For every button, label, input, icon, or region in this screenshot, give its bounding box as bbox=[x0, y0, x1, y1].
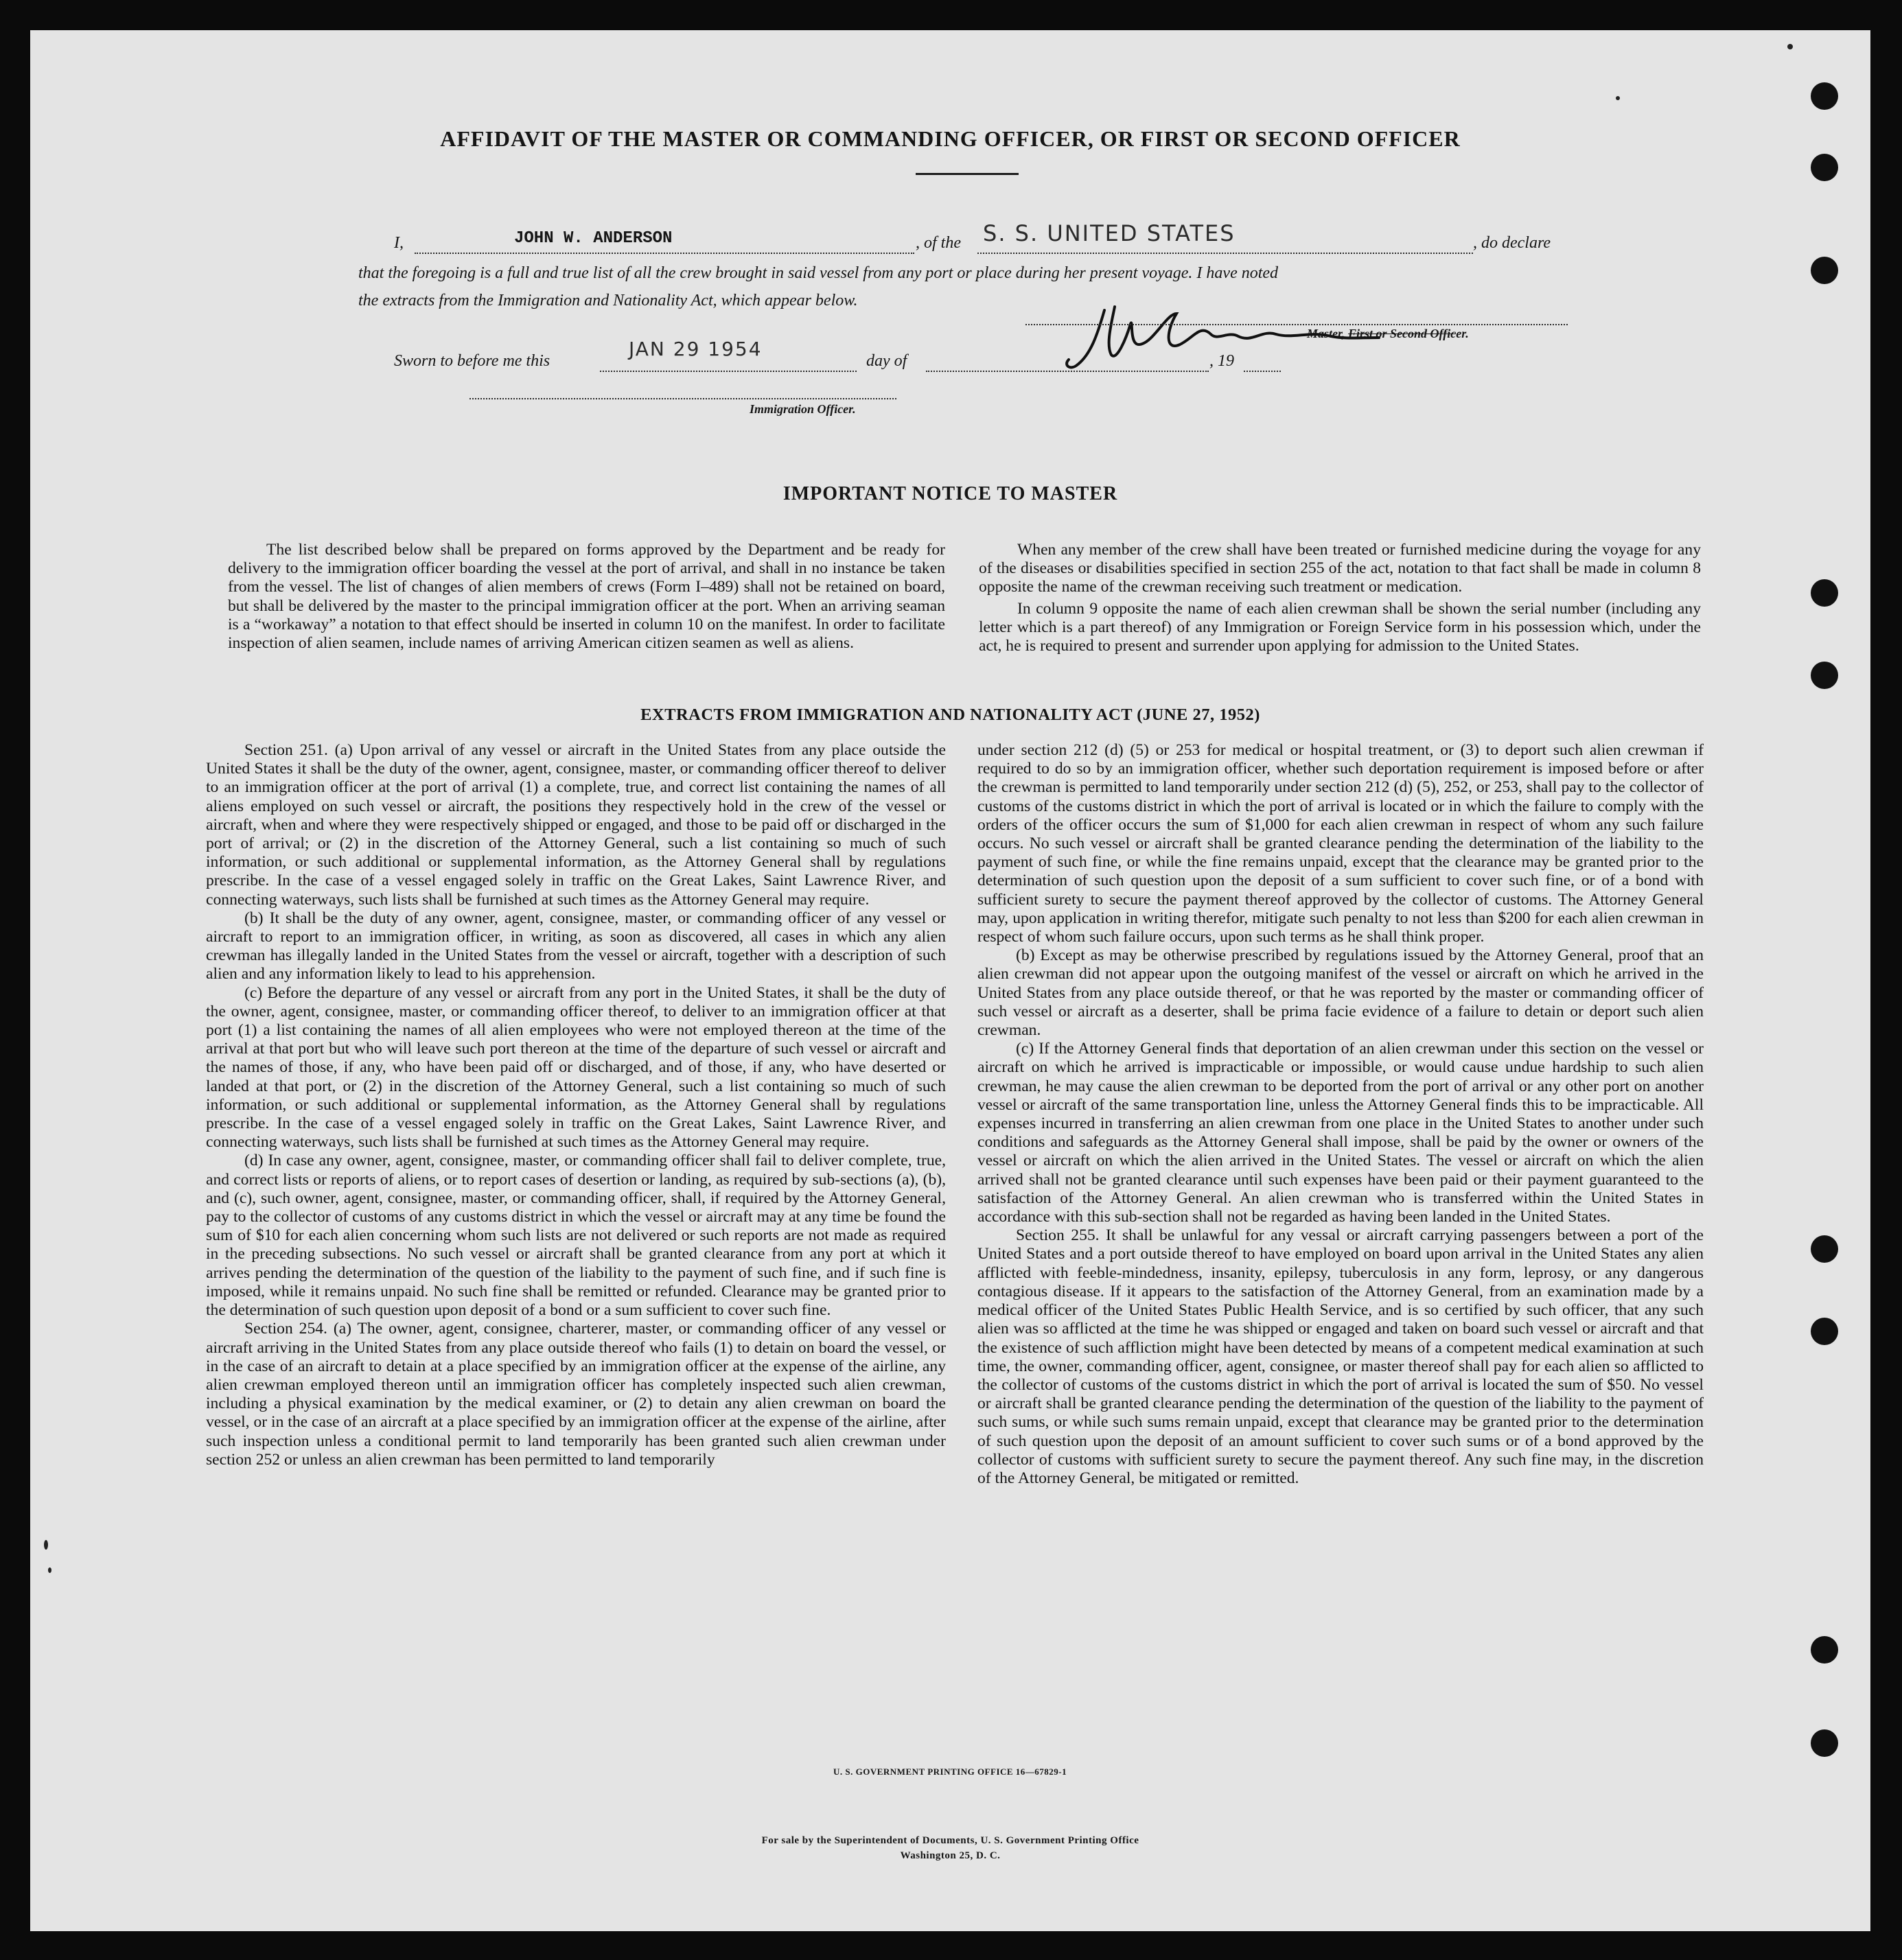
master-name: JOHN W. ANDERSON bbox=[514, 229, 673, 248]
extract-section-254a: Section 254. (a) The owner, agent, consignee, charterer, master, or commanding officer of any vessel or aircraft arriving in the United States from any place outside thereof who fails (1) to detain on board the vessel, or in the case of an aircraft to detain at a place specified by an immigration officer at the expense of the airline, any alien crewman employed thereon until an immigration officer has completely inspected such alien crewman, including a physical examination by the medical examiner, or (2) to detain any alien crewman on board the vessel, or in the case of an aircraft at a place specified by an immigration officer at the expense of the airline, after such inspection unless a conditional permit to land temporarily has been granted such alien crewman under section 252 or unless an alien crewman has been permitted to land temporarily bbox=[206, 1320, 946, 1469]
extract-section-254b: (b) Except as may be otherwise prescribed by regulations issued by the Attorney General, proof that an alien crewman did not appear upon the outgoing manifest of the vessel or aircraft on which he arrived in the United States from any place outside thereof, or that he was reported by the master or commanding officer of such vessel or aircraft as a deserter, shall be prima facie evidence of a failure to detain or deport such alien crewman. bbox=[977, 946, 1704, 1040]
notice-left-column bbox=[228, 541, 945, 653]
sworn-date: JAN 29 1954 bbox=[629, 338, 763, 360]
declaration-line-2: that the foregoing is a full and true list of all the crew brought in said vessel from any port or place during her present voyage. I have noted bbox=[358, 264, 1279, 282]
immigration-officer-line bbox=[469, 398, 896, 399]
struck-officer-label: First or Second Offic bbox=[1348, 327, 1457, 340]
extracts-title: EXTRACTS FROM IMMIGRATION AND NATIONALITY ACT (JUNE 27, 1952) bbox=[640, 705, 1260, 724]
sworn-label: Sworn to before me this bbox=[394, 352, 550, 370]
notice-right-paragraph-1: When any member of the crew shall have been treated or furnished medicine during the voyage for any of the diseases or disabilities specified in section 255 of the act, notation to that fact shall be made in column 8 opposite the name of the crewman receiving such treatment or medication. bbox=[979, 541, 1701, 596]
ink-speck bbox=[1616, 96, 1620, 100]
master-label: Master, bbox=[1307, 327, 1345, 340]
binder-hole bbox=[1811, 579, 1838, 607]
signature-title bbox=[1307, 327, 1469, 341]
day-of-line bbox=[926, 371, 1209, 372]
document-page bbox=[30, 30, 1870, 1931]
signature-line bbox=[1025, 324, 1568, 325]
extracts-left-column bbox=[206, 741, 946, 1469]
sale-notice-line-2: Washington 25, D. C. bbox=[900, 1850, 1001, 1861]
of-the-label: , of the bbox=[916, 234, 961, 252]
sale-notice-line-1: For sale by the Superintendent of Documents, U. S. Government Printing Office bbox=[761, 1835, 1139, 1846]
notice-right-paragraph-2: In column 9 opposite the name of each alien crewman shall be shown the serial number (including any letter which is a part thereof) of any Immigration or Foreign Service form in his possession which, under the act, he is required to present and surrender upon applying for admission to the United States. bbox=[979, 599, 1701, 655]
binder-hole bbox=[1811, 1729, 1838, 1757]
notice-right-column bbox=[979, 541, 1701, 655]
immigration-officer-label: Immigration Officer. bbox=[750, 402, 856, 416]
binder-hole bbox=[1811, 662, 1838, 689]
binder-hole bbox=[1811, 257, 1838, 284]
notice-left-paragraph: The list described below shall be prepared on forms approved by the Department and be ready for delivery to the immigration officer boarding the vessel at the port of arrival, and shall in no instance be taken from the vessel. The list of changes of alien members of crews (Form I–489) shall not be retained on board, but shall be delivered by the master to the principal immigration officer at the port. When an arriving seaman is a “workaway” a notation to that effect should be inserted in column 10 on the manifest. In order to facilitate inspection of alien seamen, include names of arriving American citizen seamen as well as aliens. bbox=[228, 541, 945, 653]
do-declare-label: , do declare bbox=[1473, 234, 1551, 252]
sworn-date-line bbox=[600, 371, 857, 372]
notice-title: IMPORTANT NOTICE TO MASTER bbox=[782, 483, 1118, 504]
affidavit-title: AFFIDAVIT OF THE MASTER OR COMMANDING OFFICER, OR FIRST OR SECOND OFFICER bbox=[440, 126, 1461, 151]
day-of-label: day of bbox=[866, 352, 907, 370]
vessel-line bbox=[977, 253, 1473, 254]
extracts-right-column bbox=[977, 741, 1704, 1488]
vessel-name: S. S. UNITED STATES bbox=[983, 220, 1236, 246]
binder-hole bbox=[1811, 154, 1838, 181]
declaration-line-3: the extracts from the Immigration and Nationality Act, which appear below. bbox=[358, 292, 858, 310]
declaration-line-1 bbox=[30, 220, 1870, 259]
extract-section-251d: (d) In case any owner, agent, consignee, master, or commanding officer shall fail to deliver complete, true, and correct lists or reports of aliens, or to report cases of desertion or landing, as required by sub-sections (a), (b), and (c), such owner, agent, consignee, master, or commanding officer, shall, if required by the Attorney General, pay to the collector of customs of any customs district in which the vessel or aircraft may at any time be found the sum of $10 for each alien concerning whom such lists are not delivered or such reports are not made as required in the preceding subsections. No such vessel or aircraft shall be granted clearance from any port at which it arrives pending the determination of the question of the liability to the payment of such fine, and if such fine is imposed, while it remains unpaid. No such fine shall be remitted or refunded. Clearance may be granted prior to the determination of such question upon deposit of a bond or a sum sufficient to cover such fine. bbox=[206, 1152, 946, 1320]
extract-section-254c: (c) If the Attorney General finds that deportation of an alien crewman under this section on the vessel or aircraft on which he arrived is impracticable or impossible, or would cause undue hardship to such alien crewman, he may cause the alien crewman to be deported from the port of arrival or any other port on another vessel or aircraft of the same transportation line, unless the Attorney General finds this to be impracticable. All expenses incurred in transferring an alien crewman from one place in the United States to another under such conditions and safeguards as the Attorney General shall impose, shall be paid by the owner or owners of the vessel or aircraft on which the alien arrived in the United States. The vessel or aircraft on which the alien arrived shall not be granted clearance until such expenses have been paid or their payment guaranteed to the satisfaction of the Attorney General. An alien crewman who is transferred within the United States in accordance with this sub-section shall not be regarded as having been landed in the United States. bbox=[977, 1040, 1704, 1226]
year-label: , 19 bbox=[1209, 352, 1234, 370]
master-name-line bbox=[415, 253, 914, 254]
extract-section-251a: Section 251. (a) Upon arrival of any vessel or aircraft in the United States from any place outside the United States it shall be the duty of the owner, agent, consignee, master, or commanding officer thereof to deliver to an immigration officer at the port of arrival (1) a complete, true, and correct list containing the names of all aliens employed on such vessel or aircraft, the positions they respectively hold in the crew of the vessel or aircraft, when and where they were respectively shipped or engaged, and those to be paid off or discharged in the port of arrival; or (2) in the discretion of the Attorney General, such a list containing so much of such information, or such additional or supplemental information, as the Attorney General shall by regulations prescribe. In the case of a vessel engaged solely in traffic on the Great Lakes, Saint Lawrence River, and connecting waterways, such lists shall be furnished at such times as the Attorney General may require. bbox=[206, 741, 946, 909]
title-rule bbox=[916, 173, 1019, 175]
extract-section-254a-continued: under section 212 (d) (5) or 253 for medical or hospital treatment, or (3) to deport such alien crewman if required to do so by an immigration officer, whether such deportation requirement is imposed before or after the crewman is permitted to land temporarily under section 212 (d) (5), 252, or 253, shall pay to the collector of customs of the customs district in which the port of arrival is located or in which the failure to comply with the orders of the officer occurs the sum of $1,000 for each alien crewman in respect of whom any such failure occurs. No such vessel or aircraft shall be granted clearance pending the determination of the liability to the payment of such fine, or while the fine remains unpaid, except that the clearance may be granted prior to the determination of such question upon the deposit of a sum sufficient to cover such fine, or of a bond with sufficient surety to secure the payment thereof approved by the collector of customs. The Attorney General may, upon application in writing therefor, mitigate such penalty to not less than $200 for each alien crewman in respect of whom such failure occurs, upon such terms as he shall think proper. bbox=[977, 741, 1704, 946]
ink-speck bbox=[1787, 44, 1793, 49]
officer-label-end: er. bbox=[1456, 327, 1469, 340]
i-label: I, bbox=[394, 234, 404, 252]
ink-speck bbox=[44, 1540, 48, 1550]
ink-speck bbox=[48, 1567, 51, 1573]
binder-hole bbox=[1811, 82, 1838, 110]
binder-hole bbox=[1811, 1636, 1838, 1664]
extract-section-255: Section 255. It shall be unlawful for any vessal or aircraft carrying passengers between a port of the United States and a port outside thereof to have employed on board upon arrival in the United States any alien afflicted with feeble-mindedness, insanity, epilepsy, tuberculosis in any form, leprosy, or any dangerous contagious disease. If it appears to the satisfaction of the Attorney General, from an examination made by a medical officer of the United States Public Health Service, and is so certified by such officer, that any such alien was so afflicted at the time he was shipped or engaged and taken on board such vessel or aircraft and that the existence of such affliction might have been detected by means of a competent medical examination at such time, the owner, commanding officer, agent, consignee, or master thereof shall pay for each alien so afflicted to the collector of customs of the customs district in which the port of arrival is located the sum of $50. No vessel or aircraft shall be granted clearance pending the determination of the question of the liability to the payment of such sums, or while such sums remain unpaid, except that clearance may be granted prior to the determination of such question upon the deposit of an amount sufficient to cover such sums or of a bond approved by the collector of customs with sufficient surety to secure the payment thereof. Any such fine may, in the discretion of the Attorney General, be mitigated or remitted. bbox=[977, 1226, 1704, 1487]
extract-section-251c: (c) Before the departure of any vessel or aircraft from any port in the United States, it shall be the duty of the owner, agent, consignee, master, or commanding officer thereof, to deliver to an immigration officer at that port (1) a list containing the names of all alien employees who were not employed thereon at the time of the arrival at that port but who will leave such port thereon at the time of the departure of such vessel or aircraft and the names of those, if any, who have been paid off or discharged, and of those, if any, who have deserted or landed at that port, or (2) in the discretion of the Attorney General, such a list containing so much of such information, or such additional or supplemental information, as the Attorney General shall by regulations prescribe. In the case of a vessel engaged solely in traffic on the Great Lakes, Saint Lawrence River, and connecting waterways, such lists shall be furnished at such times as the Attorney General may require. bbox=[206, 983, 946, 1152]
year-line bbox=[1244, 371, 1281, 372]
binder-hole bbox=[1811, 1318, 1838, 1345]
binder-hole bbox=[1811, 1235, 1838, 1263]
printing-office-code: U. S. GOVERNMENT PRINTING OFFICE 16—67829-1 bbox=[833, 1766, 1067, 1777]
extract-section-251b: (b) It shall be the duty of any owner, agent, consignee, master, or commanding officer of any vessel or aircraft to report to an immigration officer, in writing, as soon as discovered, all cases in which any alien crewman has illegally landed in the United States from the vessel or aircraft, together with a description of such alien and any information likely to lead to his apprehension. bbox=[206, 909, 946, 983]
